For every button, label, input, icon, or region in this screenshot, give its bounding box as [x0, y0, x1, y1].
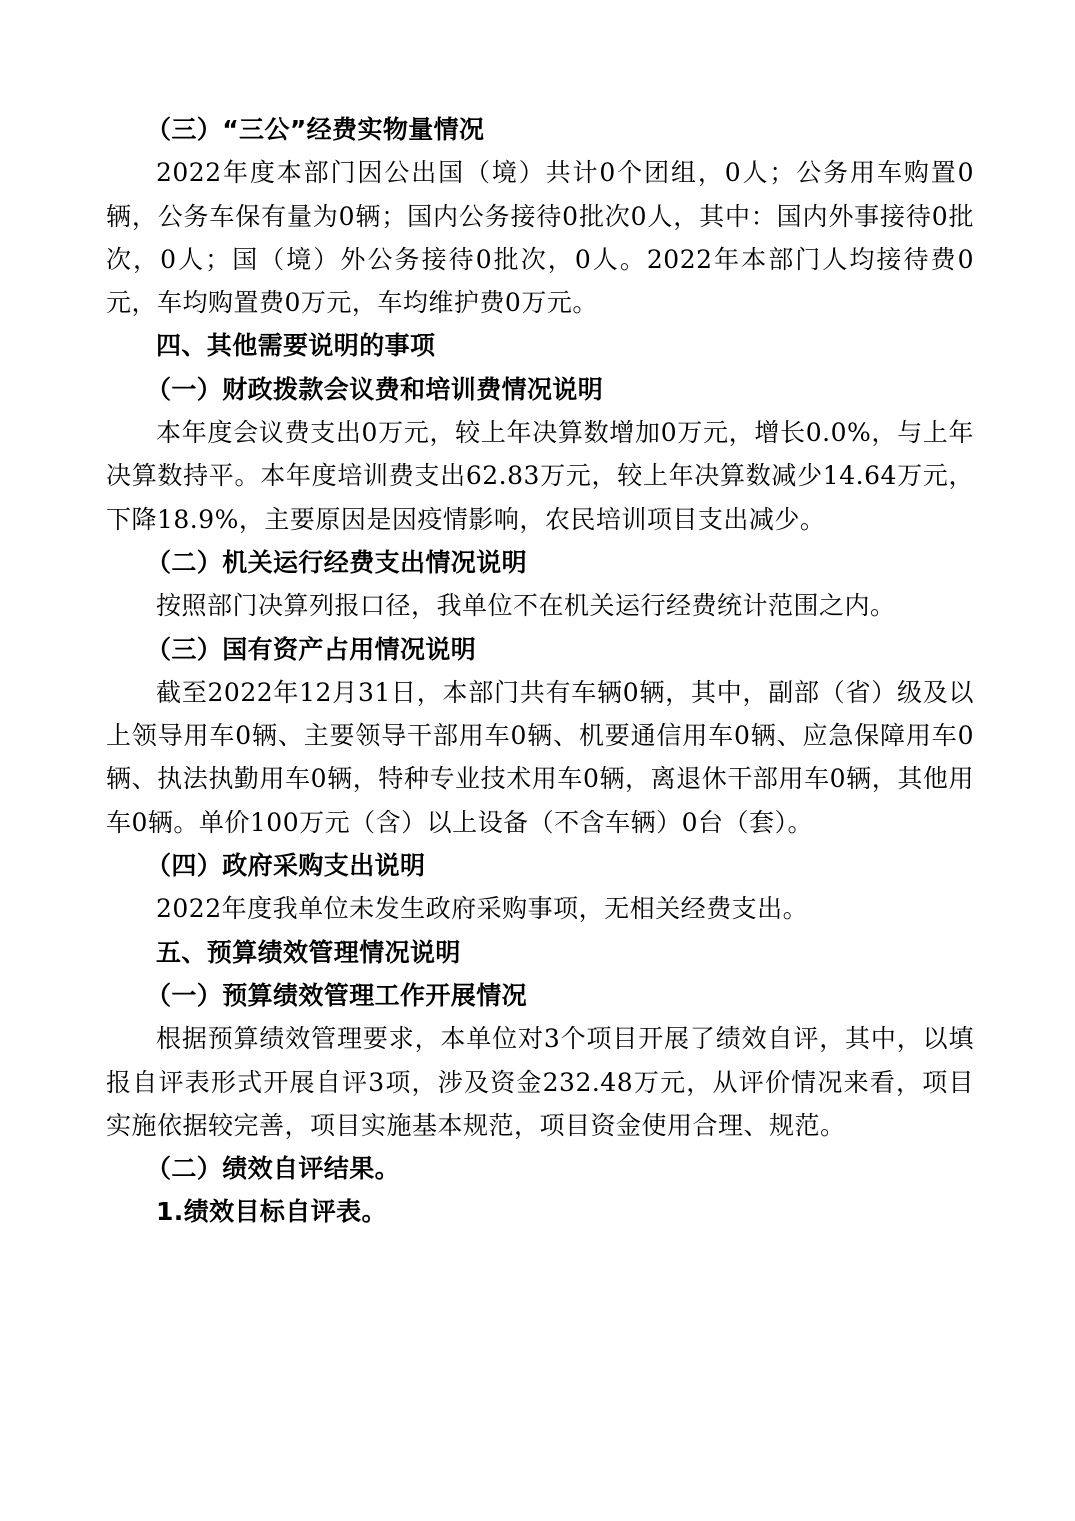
- heading-government-procurement: （四）政府采购支出说明: [146, 851, 426, 881]
- paragraph-sangong-quantity: 2022年度本部门因公出国（境）共计0个团组，0人；公务用车购置0辆，公务车保有量为0辆；国内公务接待0批次0人，其中：国内外事接待0批次，0人；国（境）外公务接待0批次，0人。2022年本部门人均接待费0元，车均购置费0万元，车均维护费0万元。: [106, 158, 974, 318]
- heading-performance-results: （二）绩效自评结果。: [146, 1154, 401, 1184]
- heading-other-matters: 四、其他需要说明的事项: [156, 331, 436, 361]
- heading-state-assets: （三）国有资产占用情况说明: [146, 634, 477, 664]
- heading-performance-work: （一）预算绩效管理工作开展情况: [146, 980, 528, 1010]
- paragraph-operation-expenses: 按照部门决算列报口径，我单位不在机关运行经费统计范围之内。: [156, 591, 896, 621]
- paragraph-state-assets: 截至2022年12月31日，本部门共有车辆0辆，其中，副部（省）级及以上领导用车0辆、主要领导干部用车0辆、机要通信用车0辆、应急保障用车0辆、执法执勤用车0辆，特种专业技术用车0辆，离退休干部用车0辆，其他用车0辆。单价100万元（含）以上设备（不含车辆）0台（套）。: [106, 677, 974, 837]
- paragraph-performance-work: 根据预算绩效管理要求，本单位对3个项目开展了绩效自评，其中，以填报自评表形式开展自评3项，涉及资金232.48万元，从评价情况来看，项目实施依据较完善，项目实施基本规范，项目资金使用合理、规范。: [106, 1024, 974, 1140]
- heading-operation-expenses: （二）机关运行经费支出情况说明: [146, 547, 528, 577]
- document-page: [106, 108, 974, 1234]
- heading-performance-management: 五、预算绩效管理情况说明: [156, 937, 461, 967]
- heading-meeting-training-fees: （一）财政拨款会议费和培训费情况说明: [146, 374, 604, 404]
- heading-performance-table: 1.绩效目标自评表。: [156, 1197, 387, 1227]
- paragraph-government-procurement: 2022年度我单位未发生政府采购事项，无相关经费支出。: [156, 894, 809, 924]
- paragraph-meeting-training-fees: 本年度会议费支出0万元，较上年决算数增加0万元，增长0.0%，与上年决算数持平。本年度培训费支出62.83万元，较上年决算数减少14.64万元，下降18.9%，主要原因是因疫情影响，农民培训项目支出减少。: [106, 418, 974, 534]
- heading-sangong-quantity: （三）“三公”经费实物量情况: [146, 115, 485, 144]
